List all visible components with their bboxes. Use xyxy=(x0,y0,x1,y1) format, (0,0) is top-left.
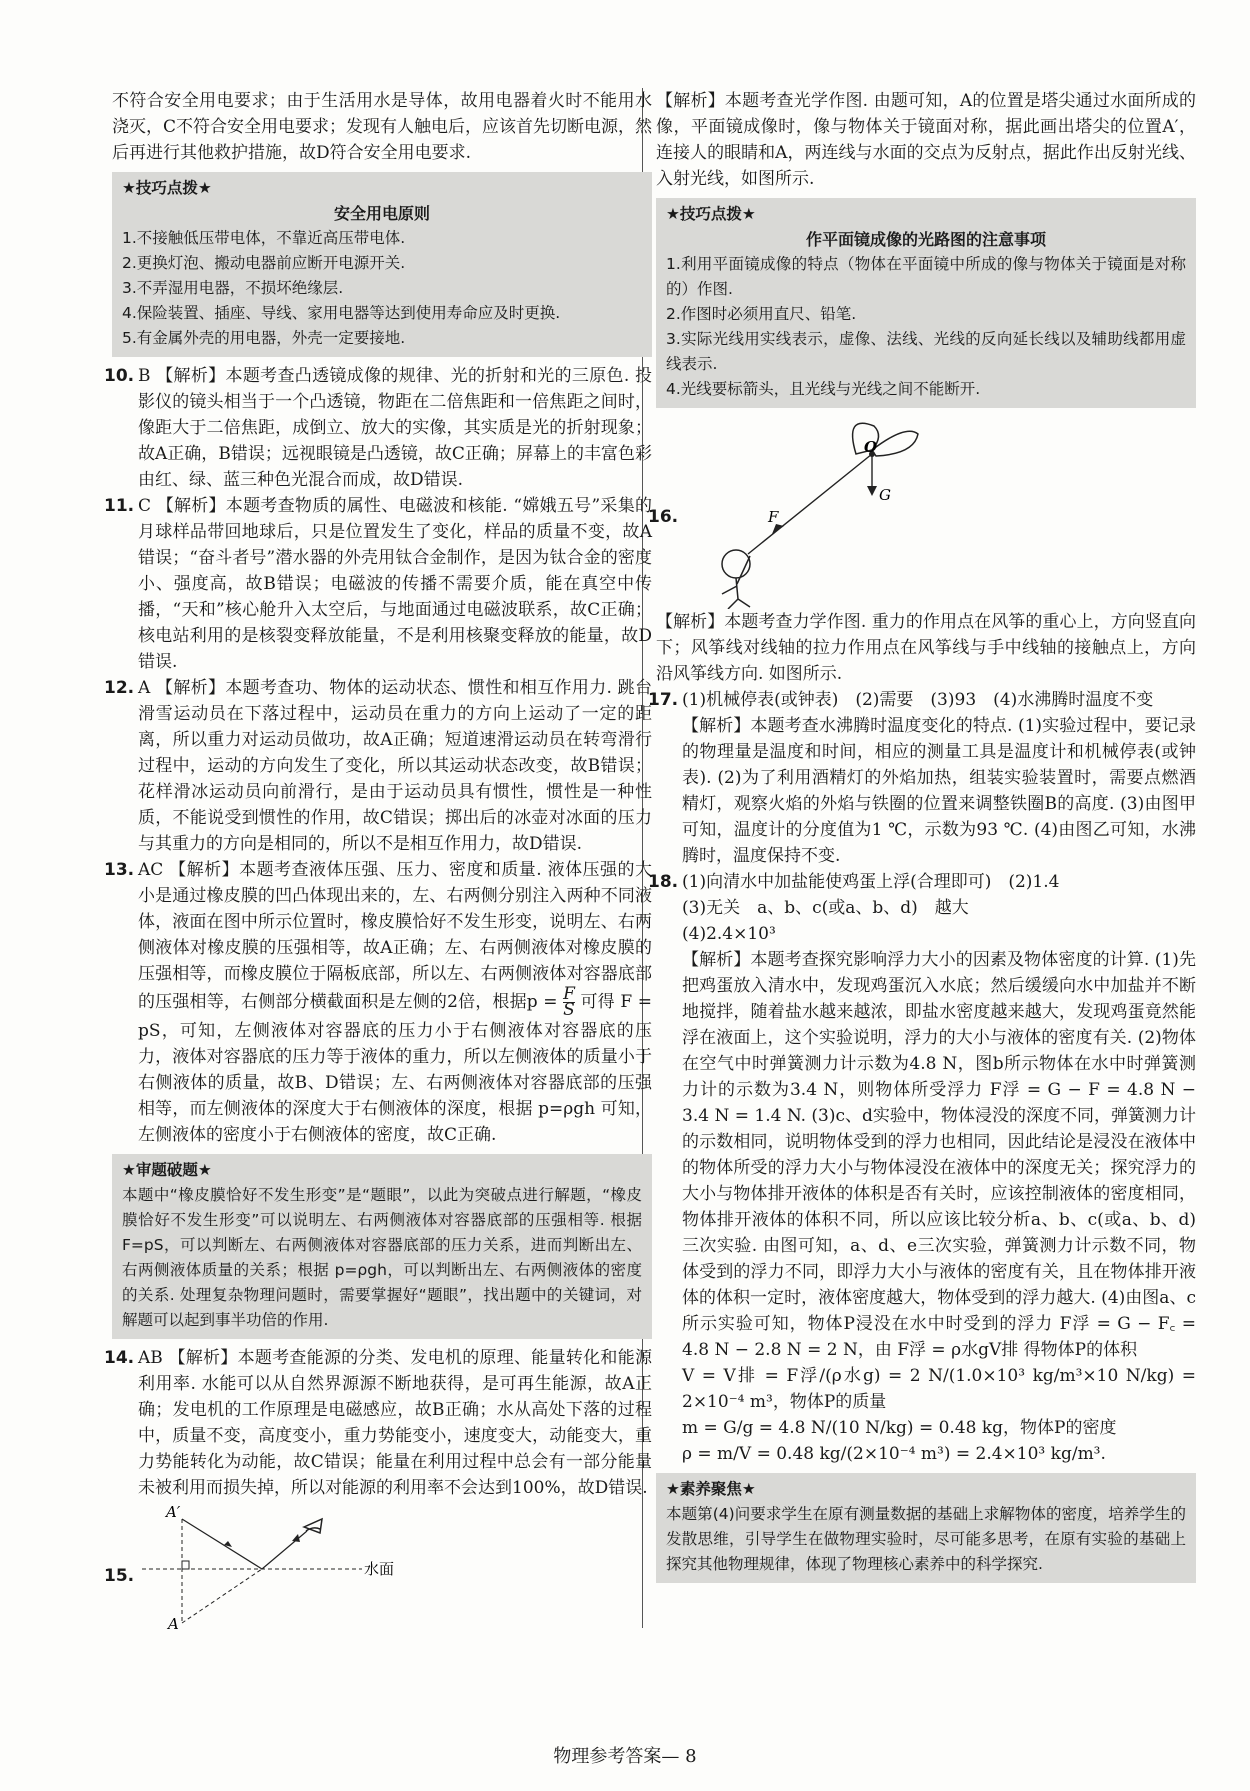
question-number: 14. xyxy=(104,1348,135,1368)
question-number: 10. xyxy=(104,366,135,386)
kite-string xyxy=(748,454,872,554)
answer-text-part: 可得 F = pS，可知，左侧液体对容器底的压力小于右侧液体对容器底的压力，液体对容器底的压力等于液体的重力，所以左侧液体的质量小于右侧液体的质量，故B、D错误；左、右两侧液体对容器底部的压强相等，而左侧液体的深度大于右侧液体的深度，根据 p=ρgh 可知，左侧液体的密度小于右侧液体的密度，故C正确. xyxy=(138,992,652,1145)
eye-icon xyxy=(304,1519,322,1533)
page-footer: 物理参考答案— 8 xyxy=(553,1746,697,1767)
tip-header: ★素养聚焦★ xyxy=(666,1480,756,1498)
label-water-surface: 水面 xyxy=(364,1560,395,1578)
answer-line: (3)无关 a、b、c(或a、b、d) 越大 xyxy=(682,898,969,918)
kite-diagram xyxy=(676,414,976,609)
label-a-prime: A′ xyxy=(166,1503,181,1521)
reflection-diagram xyxy=(132,1501,432,1631)
q15-analysis: 【解析】本题考查光学作图. 由题可知，A的位置是塔尖通过水面所成的像，平面镜成像时，像与物体关于镜面对称，据此画出塔尖的位置A′，连接人的眼睛和A，两连线与水面的交点为反射点，据此作出反射光线、入射光线，如图所示. xyxy=(656,91,1196,189)
tip-box-mirror xyxy=(656,198,1196,408)
tip-line: 1.不接触低压带电体，不靠近高压带电体. xyxy=(122,229,406,247)
answer-14 xyxy=(104,1345,652,1501)
tip-header: ★审题破题★ xyxy=(122,1161,212,1179)
tip-title: 安全用电原则 xyxy=(333,204,430,223)
tip-line: 3.实际光线用实线表示，虚像、法线、光线的反向延长线以及辅助线都用虚线表示. xyxy=(666,330,1186,373)
formula-p: p = xyxy=(526,992,564,1012)
left-column xyxy=(104,88,653,1631)
answer-text xyxy=(138,857,652,1148)
answer-text: (1)机械停表(或钟表) (2)需要 (3)93 (4)水沸腾时温度不变 xyxy=(682,690,1154,710)
tip-text: 本题中“橡皮膜恰好不发生形变”是“题眼”，以此为突破点进行解题，“橡皮膜恰好不发生形变”可以说明左、右两侧液体对容器底部的压强相等. 根据 F=pS，可以判断左、右两侧液体对容器底部的压力关系，进而判断出左、右两侧液体质量的关系；根据 p=ρgh，可以判断出左、右两侧液体的密度的关系. 处理复杂物理问题时，需要掌握好“题眼”，找出题中的关键词，对解题可以起到事半功倍的作用. xyxy=(122,1186,642,1329)
right-column xyxy=(648,88,1196,1589)
label-o: O xyxy=(864,438,878,456)
answer-12 xyxy=(104,675,652,857)
answer-16 xyxy=(648,414,1196,609)
label-f: F xyxy=(768,508,779,526)
answer-13 xyxy=(104,857,652,1148)
fraction-numerator: F xyxy=(563,984,575,1004)
analysis-text: 【解析】本题考查水沸腾时温度变化的特点. (1)实验过程中，要记录的物理量是温度和时间，相应的测量工具是温度计和机械停表(或钟表). (2)为了利用酒精灯的外焰加热，组装实验装置时，需要点燃酒精灯，观察火焰的外焰与铁圈的位置来调整铁圈B的高度. (3)由图甲可知，温度计的分度值为1 ℃，示数为93 ℃. (4)由图乙可知，水沸腾时，温度保持不变. xyxy=(682,716,1196,866)
question-number: 13. xyxy=(104,860,135,880)
incident-ray xyxy=(182,1519,262,1569)
q16-analysis: 【解析】本题考查力学作图. 重力的作用点在风筝的重心上，方向竖直向下；风筝线对线轴的拉力作用点在风筝线与手中线轴的接触点上，方向沿风筝线方向. 如图所示. xyxy=(656,612,1196,684)
virtual-ray xyxy=(182,1569,262,1623)
equation-density: ρ = m/V = 0.48 kg/(2×10⁻⁴ m³) = 2.4×10³ kg/m³. xyxy=(682,1444,1106,1464)
tip-box-analysis xyxy=(112,1154,652,1339)
fraction-denominator: S xyxy=(563,1000,575,1020)
question-number: 15. xyxy=(104,1566,135,1586)
tip-line: 4.保险装置、插座、导线、家用电器等达到使用寿命应及时更换. xyxy=(122,304,561,322)
tip-line: 5.有金属外壳的用电器，外壳一定要接地. xyxy=(122,329,406,347)
answer-text: AB 【解析】本题考查能源的分类、发电机的原理、能量转化和能源利用率. 水能可以从自然界源源不断地获得，是可再生能源，故A正确；发电机的工作原理是电磁感应，故B正确；水从高处下落的过程中，质量不变，高度变小，重力势能变小，速度变大，动能变大，重力势能转化为动能，故C错误；能量在利用过程中总会有一部分能量未被利用而损失掉，所以对能源的利用率不会达到100%，故D错误. xyxy=(138,1348,652,1498)
tip-line: 2.更换灯泡、搬动电器前应断开电源开关. xyxy=(122,254,406,272)
question-number: 12. xyxy=(104,678,135,698)
equation-mass: m = G/g = 4.8 N/(10 N/kg) = 0.48 kg，物体P的密度 xyxy=(682,1418,1117,1438)
answer-line: (4)2.4×10³ xyxy=(682,924,776,944)
tip-header: ★技巧点拨★ xyxy=(122,179,212,197)
tip-box-safety xyxy=(112,172,652,357)
tip-header: ★技巧点拨★ xyxy=(666,205,756,223)
answer-17 xyxy=(648,687,1196,869)
label-a: A xyxy=(168,1615,179,1631)
right-angle-mark xyxy=(182,1561,189,1569)
gravity-arrowhead xyxy=(867,486,877,496)
answer-11 xyxy=(104,493,652,675)
tip-line: 2.作图时必须用直尺、铅笔. xyxy=(666,305,857,323)
tip-line: 3.不弄湿用电器，不损坏绝缘层. xyxy=(122,279,344,297)
answer-line: (1)向清水中加盐能使鸡蛋上浮(合理即可) (2)1.4 xyxy=(682,872,1060,892)
analysis-text: 【解析】本题考查探究影响浮力大小的因素及物体密度的计算. (1)先把鸡蛋放入清水中，发现鸡蛋沉入水底；然后缓缓向水中加盐并不断地搅拌，随着盐水越来越浓，即盐水密度越来越大，发现鸡蛋竟然能浮在液面上，这个实验说明，浮力的大小与液体的密度有关. (2)物体在空气中时弹簧测力计示数为4.8 N，图b所示物体在水中时弹簧测力计的示数为3.4 N，则物体所受浮力 F浮 = G − F = 4.8 N − 3.4 N = 1.4 N. (3)c、d实验中，物体浸没的深度不同，弹簧测力计的示数相同，说明物体受到的浮力也相同，因此结论是浸没在液体中的物体所受的浮力大小与物体浸没在液体中的深度无关；探究浮力的大小与物体排开液体的体积是否有关时，应该控制液体的密度相同，物体排开液体的体积不同，所以应该比较分析a、b、c(或a、b、d)三次实验. 由图可知，a、d、e三次实验，弹簧测力计示数不同，物体受到的浮力不同，即浮力大小与液体的密度有关，且在物体排开液体的体积一定时，液体密度越大，物体受到的浮力越大. (4)由图a、c所示实验可知，物体P浸没在水中时受到的浮力 F浮 = G − F꜀ = 4.8 N − 2.8 N = 2 N，由 F浮 = ρ水gV排 得物体P的体积 xyxy=(682,950,1196,1360)
answer-text: C 【解析】本题考查物质的属性、电磁波和核能. “嫦娥五号”采集的月球样品带回地球后，只是位置发生了变化，样品的质量不变，故A错误；“奋斗者号”潜水器的外壳用钛合金制作，是因为钛合金的密度小、强度高，故B错误；电磁波的传播不需要介质，能在真空中传播，“天和”核心舱升入太空后，与地面通过电磁波联系，故C正确；核电站利用的是核裂变释放能量，不是利用核聚变释放的能量，故D错误. xyxy=(138,496,652,672)
tip-box-literacy xyxy=(656,1473,1196,1583)
child-figure xyxy=(722,556,750,609)
question-number: 18. xyxy=(648,872,679,892)
answer-10 xyxy=(104,363,652,493)
tip-line: 1.利用平面镜成像的特点（物体在平面镜中所成的像与物体关于镜面是对称的）作图. xyxy=(666,255,1186,298)
answer-18 xyxy=(648,869,1196,1467)
answer-15 xyxy=(104,1501,652,1631)
answer-text-part: AC 【解析】本题考查液体压强、压力、密度和质量. 液体压强的大小是通过橡皮膜的凹凸体现出来的，左、右两侧分别注入两种不同液体，液面在图中所示位置时，橡皮膜恰好不发生形变，说明左、右两侧液体对橡皮膜的压强相等，故A正确；左、右两侧液体对橡皮膜的压强相等，而橡皮膜位于隔板底部，所以左、右两侧液体对容器底部的压强相等，右侧部分横截面积是左侧的2倍，根据 xyxy=(138,860,652,1012)
tip-title: 作平面镜成像的光路图的注意事项 xyxy=(805,230,1046,249)
question-number: 17. xyxy=(648,690,679,710)
reflected-ray xyxy=(262,1531,307,1569)
reflected-arrow xyxy=(292,1534,300,1542)
question-number: 16. xyxy=(648,507,679,527)
tip-line: 4.光线要标箭头，且光线与光线之间不能断开. xyxy=(666,380,981,398)
label-g: G xyxy=(879,486,891,504)
answer-text: A 【解析】本题考查功、物体的运动状态、惯性和相互作用力. 跳台滑雪运动员在下落过程中，运动员在重力的方向上运动了一定的距离，所以重力对运动员做功，故A正确；短道速滑运动员在转弯滑行过程中，运动的方向发生了变化，所以其运动状态改变，故B错误；花样滑冰运动员向前滑行，是由于运动员具有惯性，惯性是一种性质，不能说受到惯性的作用，故C错误；掷出后的冰壶对冰面的压力与其重力的方向是相同的，所以不是相互作用力，故D错误. xyxy=(138,678,652,854)
answer-text: B 【解析】本题考查凸透镜成像的规律、光的折射和光的三原色. 投影仪的镜头相当于一个凸透镜，物距在二倍焦距和一倍焦距之间时，像距大于二倍焦距，成倒立、放大的实像，其实质是光的折射现象；故A正确，B错误；远视眼镜是凸透镜，故C正确；屏幕上的丰富色彩由红、绿、蓝三种色光混合而成，故D错误. xyxy=(138,366,652,490)
question-number: 11. xyxy=(104,496,135,516)
intro-paragraph: 不符合安全用电要求；由于生活用水是导体，故用电器着火时不能用水浇灭，C不符合安全用电要求；发现有人触电后，应该首先切断电源，然后再进行其他救护措施，故D符合安全用电要求. xyxy=(112,91,653,163)
tip-text: 本题第(4)问要求学生在原有测量数据的基础上求解物体的密度，培养学生的发散思维，引导学生在做物理实验时，尽可能多思考，在原有实验的基础上探究其他物理规律，体现了物理核心素养中的科学探究. xyxy=(666,1505,1186,1573)
equation-volume: V = V排 = F浮/(ρ水g) = 2 N/(1.0×10³ kg/m³×10 N/kg) = 2×10⁻⁴ m³，物体P的质量 xyxy=(682,1366,1196,1412)
